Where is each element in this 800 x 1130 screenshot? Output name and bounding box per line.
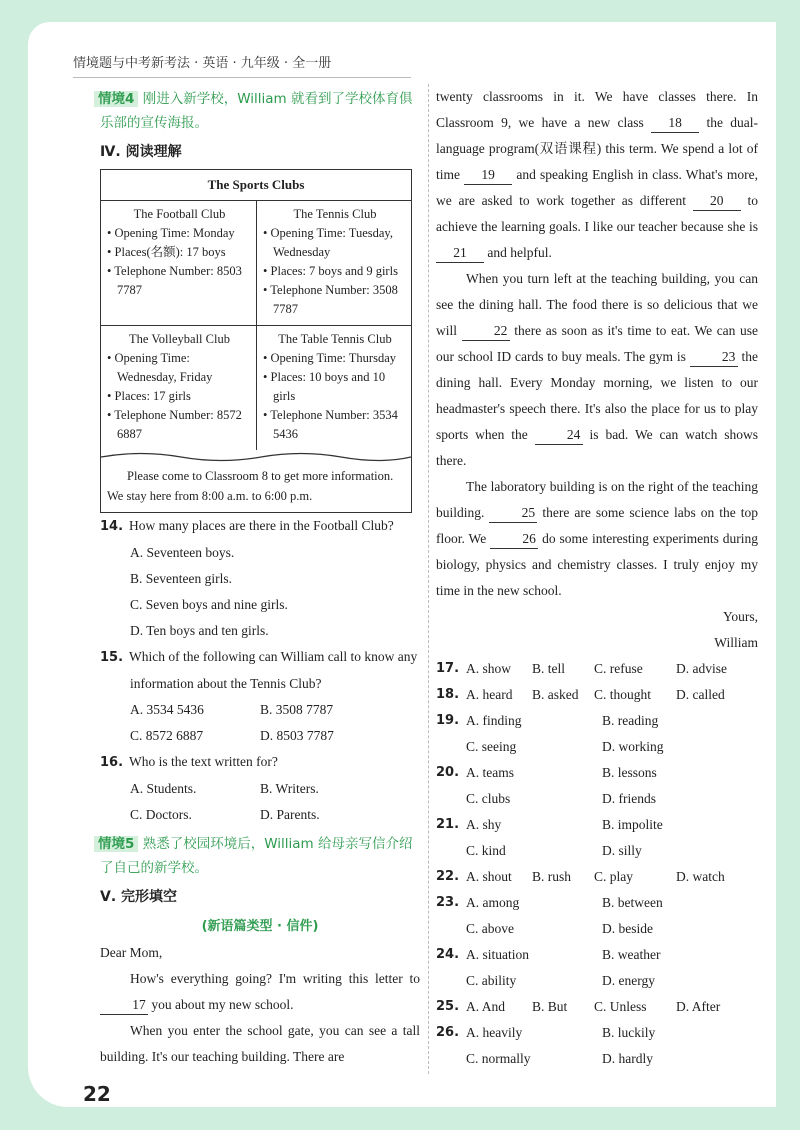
option[interactable]: B. 3508 7787 [260, 702, 334, 717]
poster-title: The Sports Clubs [207, 177, 305, 192]
option[interactable]: B. asked [532, 687, 579, 702]
blank-25[interactable]: 25 [489, 504, 537, 523]
club-name: The Table Tennis Club [278, 332, 392, 346]
letter-text: there as soon as it's time to eat. We can use our school ID cards to buy meals. The gym is [436, 323, 759, 364]
blank-24[interactable]: 24 [535, 426, 583, 445]
page-number: 22 [83, 1082, 111, 1106]
question-14 [100, 513, 420, 644]
option[interactable]: C. play [594, 869, 633, 884]
option[interactable]: D. Parents. [260, 807, 320, 822]
scene-4-text: 刚进入新学校，William 就看到了学校体育俱乐部的宣传海报。 [100, 91, 413, 131]
right-column [436, 84, 758, 1072]
question-text: Who is the text written for? [129, 754, 278, 769]
club-card [256, 326, 411, 450]
letter-text: When you turn left at the teaching building, you can see the dining hall. The food there is so delicious that we will [436, 271, 758, 338]
question-number: 26. [436, 1025, 460, 1040]
option[interactable]: B. Writers. [260, 781, 319, 796]
section-cloze-title: Ⅴ. 完形填空 [100, 889, 178, 905]
question-text: Which of the following can William call to know any information about the Tennis Club? [129, 649, 418, 691]
question-number: 17. [436, 661, 460, 676]
letter-signature: William [714, 635, 758, 650]
question-number: 15. [100, 650, 124, 665]
option[interactable]: D. working [602, 739, 664, 754]
page [28, 22, 776, 1107]
sports-clubs-poster [100, 169, 412, 513]
option[interactable]: D. beside [602, 921, 653, 936]
option[interactable]: D. watch [676, 869, 725, 884]
option[interactable]: D. advise [676, 661, 727, 676]
left-column [100, 87, 420, 1070]
option[interactable]: C. 8572 6887 [130, 728, 204, 743]
question-number: 18. [436, 687, 460, 702]
question-number: 20. [436, 765, 460, 780]
blank-19[interactable]: 19 [464, 166, 512, 185]
question-number: 21. [436, 817, 460, 832]
option[interactable]: C. Seven boys and nine girls. [130, 597, 288, 612]
letter-text: is bad. We can watch shows there. [436, 427, 758, 468]
letter-paragraph: twenty classrooms in it. We have classes there. In Classroom 9, we have a new class 18 the dual-language program(双语课程) this term. We spend a lot of time 19 and speaking English in class. What's more, we are asked to work together as different 20 to achieve the learning goals. I like our teacher because she is 21 and helpful. [436, 84, 758, 266]
club-info-line: • Places: 17 girls [107, 387, 252, 406]
question-number: 24. [436, 947, 460, 962]
letter-paragraph [100, 966, 420, 1018]
answer-row [436, 890, 758, 942]
option[interactable]: A. 3534 5436 [130, 702, 204, 717]
club-info-line: • Places(名额): 17 boys [107, 243, 252, 262]
question-15 [100, 644, 420, 749]
scene-5 [100, 832, 420, 880]
column-divider [428, 84, 429, 1074]
answer-row [436, 942, 758, 994]
scene-5-tag: 情境5 [94, 836, 138, 852]
letter-text: do some interesting experiments during biology, physics and chemistry classes. I truly enjoy my time in the new school. [436, 531, 759, 598]
option[interactable]: B. reading [602, 713, 659, 728]
header-rule [73, 77, 411, 78]
option[interactable]: B. rush [532, 869, 572, 884]
club-info-line: • Opening Time: Monday [107, 224, 252, 243]
option[interactable]: A. situation [466, 947, 529, 962]
clubs-grid [101, 200, 411, 450]
option[interactable]: B. But [532, 999, 568, 1014]
option[interactable]: A. show [466, 661, 512, 676]
genre-label: (新语篇类型 · 信件) [201, 919, 319, 934]
wavy-divider [101, 450, 411, 464]
letter-paragraph-2-start: When you enter the school gate, you can see a tall building. It's our teaching building. There are [100, 1023, 420, 1064]
scene-4-tag: 情境4 [94, 91, 138, 107]
question-16 [100, 749, 420, 828]
answer-row [436, 812, 758, 864]
option[interactable]: C. refuse [594, 661, 643, 676]
club-card [101, 201, 256, 326]
letter-greeting: Dear Mom, [100, 945, 163, 960]
blank-26[interactable]: 26 [490, 530, 538, 549]
option[interactable]: A. among [466, 895, 520, 910]
option[interactable]: A. heard [466, 687, 513, 702]
option[interactable]: B. Seventeen girls. [130, 571, 232, 586]
option[interactable]: A. teams [466, 765, 514, 780]
question-number: 25. [436, 999, 460, 1014]
blank-22[interactable]: 22 [462, 322, 510, 341]
blank-17[interactable]: 17 [100, 996, 148, 1015]
answer-row [436, 708, 758, 760]
club-info-line: • Opening Time: Wednesday, Friday [107, 349, 252, 387]
club-card [101, 326, 256, 450]
option[interactable]: D. silly [602, 843, 642, 858]
club-name: The Football Club [133, 207, 226, 221]
club-info-line: • Opening Time: Thursday [263, 349, 407, 368]
letter-text: you about my new school. [151, 997, 294, 1012]
option[interactable]: B. between [602, 895, 663, 910]
club-info-line: • Telephone Number: 3534 5436 [263, 406, 407, 444]
letter-text: The laboratory building is on the right of the teaching building. [436, 479, 758, 520]
option[interactable]: A. heavily [466, 1025, 523, 1040]
question-text: How many places are there in the Football Club? [129, 518, 394, 533]
option[interactable]: C. seeing [466, 739, 517, 754]
answer-row [436, 864, 758, 890]
option[interactable]: A. finding [466, 713, 522, 728]
option[interactable]: B. weather [602, 947, 661, 962]
letter-text: How's everything going? I'm writing this letter to [130, 971, 420, 986]
option[interactable]: D. 8503 7787 [260, 728, 334, 743]
scene-5-text: 熟悉了校园环境后，William 给母亲写信介绍了自己的新学校。 [100, 836, 413, 876]
question-number: 14. [100, 519, 124, 534]
club-info-line: • Telephone Number: 8572 6887 [107, 406, 252, 444]
letter-text: and helpful. [487, 245, 552, 260]
letter-text: and speaking English in class. What's more, we are asked to work together as different [436, 167, 759, 208]
option[interactable]: C. kind [466, 843, 506, 858]
scene-4 [100, 87, 420, 135]
letter-paragraph [436, 474, 758, 604]
answer-row [436, 1020, 758, 1072]
letter-text: the dining hall. Every Monday morning, we listen to our headmaster's speech there. It's also the place for us to play sports when the [436, 349, 759, 442]
poster-note: Please come to Classroom 8 to get more information. We stay here from 8:00 a.m. to 6:00 p.m. [107, 469, 394, 503]
question-number: 23. [436, 895, 460, 910]
option[interactable]: B. luckily [602, 1025, 656, 1040]
answer-row [436, 682, 758, 708]
club-name: The Volleyball Club [129, 332, 230, 346]
option[interactable]: C. clubs [466, 791, 511, 806]
option[interactable]: C. above [466, 921, 514, 936]
club-info-line: • Places: 10 boys and 10 girls [263, 368, 407, 406]
option[interactable]: D. friends [602, 791, 656, 806]
option[interactable]: B. tell [532, 661, 565, 676]
option[interactable]: A. shout [466, 869, 512, 884]
option[interactable]: D. After [676, 999, 721, 1014]
question-number: 16. [100, 755, 124, 770]
club-info-line: • Telephone Number: 8503 7787 [107, 262, 252, 300]
club-card [256, 201, 411, 326]
option[interactable]: A. Students. [130, 781, 197, 796]
letter-text: to achieve the learning goals. I like our teacher because she is [436, 193, 758, 234]
question-number: 19. [436, 713, 460, 728]
option[interactable]: D. called [676, 687, 725, 702]
option[interactable]: D. Ten boys and ten girls. [130, 623, 269, 638]
option[interactable]: C. normally [466, 1051, 531, 1066]
answer-row [436, 656, 758, 682]
option[interactable]: D. energy [602, 973, 655, 988]
option[interactable]: A. Seventeen boys. [130, 545, 235, 560]
answer-row [436, 760, 758, 812]
letter-closing: Yours, [722, 609, 758, 624]
answer-options [436, 656, 758, 1072]
blank-20[interactable]: 20 [693, 192, 741, 211]
letter-paragraph [436, 266, 758, 474]
blank-18[interactable]: 18 [651, 114, 699, 133]
option[interactable]: B. impolite [602, 817, 663, 832]
section-reading-title: Ⅳ. 阅读理解 [100, 144, 182, 160]
club-name: The Tennis Club [293, 207, 377, 221]
option[interactable]: A. shy [466, 817, 502, 832]
club-info-line: • Places: 7 boys and 9 girls [263, 262, 407, 281]
option[interactable]: C. ability [466, 973, 517, 988]
option[interactable]: C. Unless [594, 999, 647, 1014]
question-number: 22. [436, 869, 460, 884]
running-header: 情境题与中考新考法 · 英语 · 九年级 · 全一册 [73, 56, 332, 71]
option[interactable]: D. hardly [602, 1051, 653, 1066]
option[interactable]: C. thought [594, 687, 652, 702]
option[interactable]: A. And [466, 999, 506, 1014]
letter-text: the dual-language program(双语课程) this term. We spend a lot of time [436, 115, 759, 182]
blank-21[interactable]: 21 [436, 244, 484, 263]
club-info-line: • Opening Time: Tuesday, Wednesday [263, 224, 407, 262]
club-info-line: • Telephone Number: 3508 7787 [263, 281, 407, 319]
blank-23[interactable]: 23 [690, 348, 738, 367]
option[interactable]: C. Doctors. [130, 807, 192, 822]
option[interactable]: B. lessons [602, 765, 657, 780]
letter-text: there are some science labs on the top floor. We [436, 505, 759, 546]
answer-row [436, 994, 758, 1020]
